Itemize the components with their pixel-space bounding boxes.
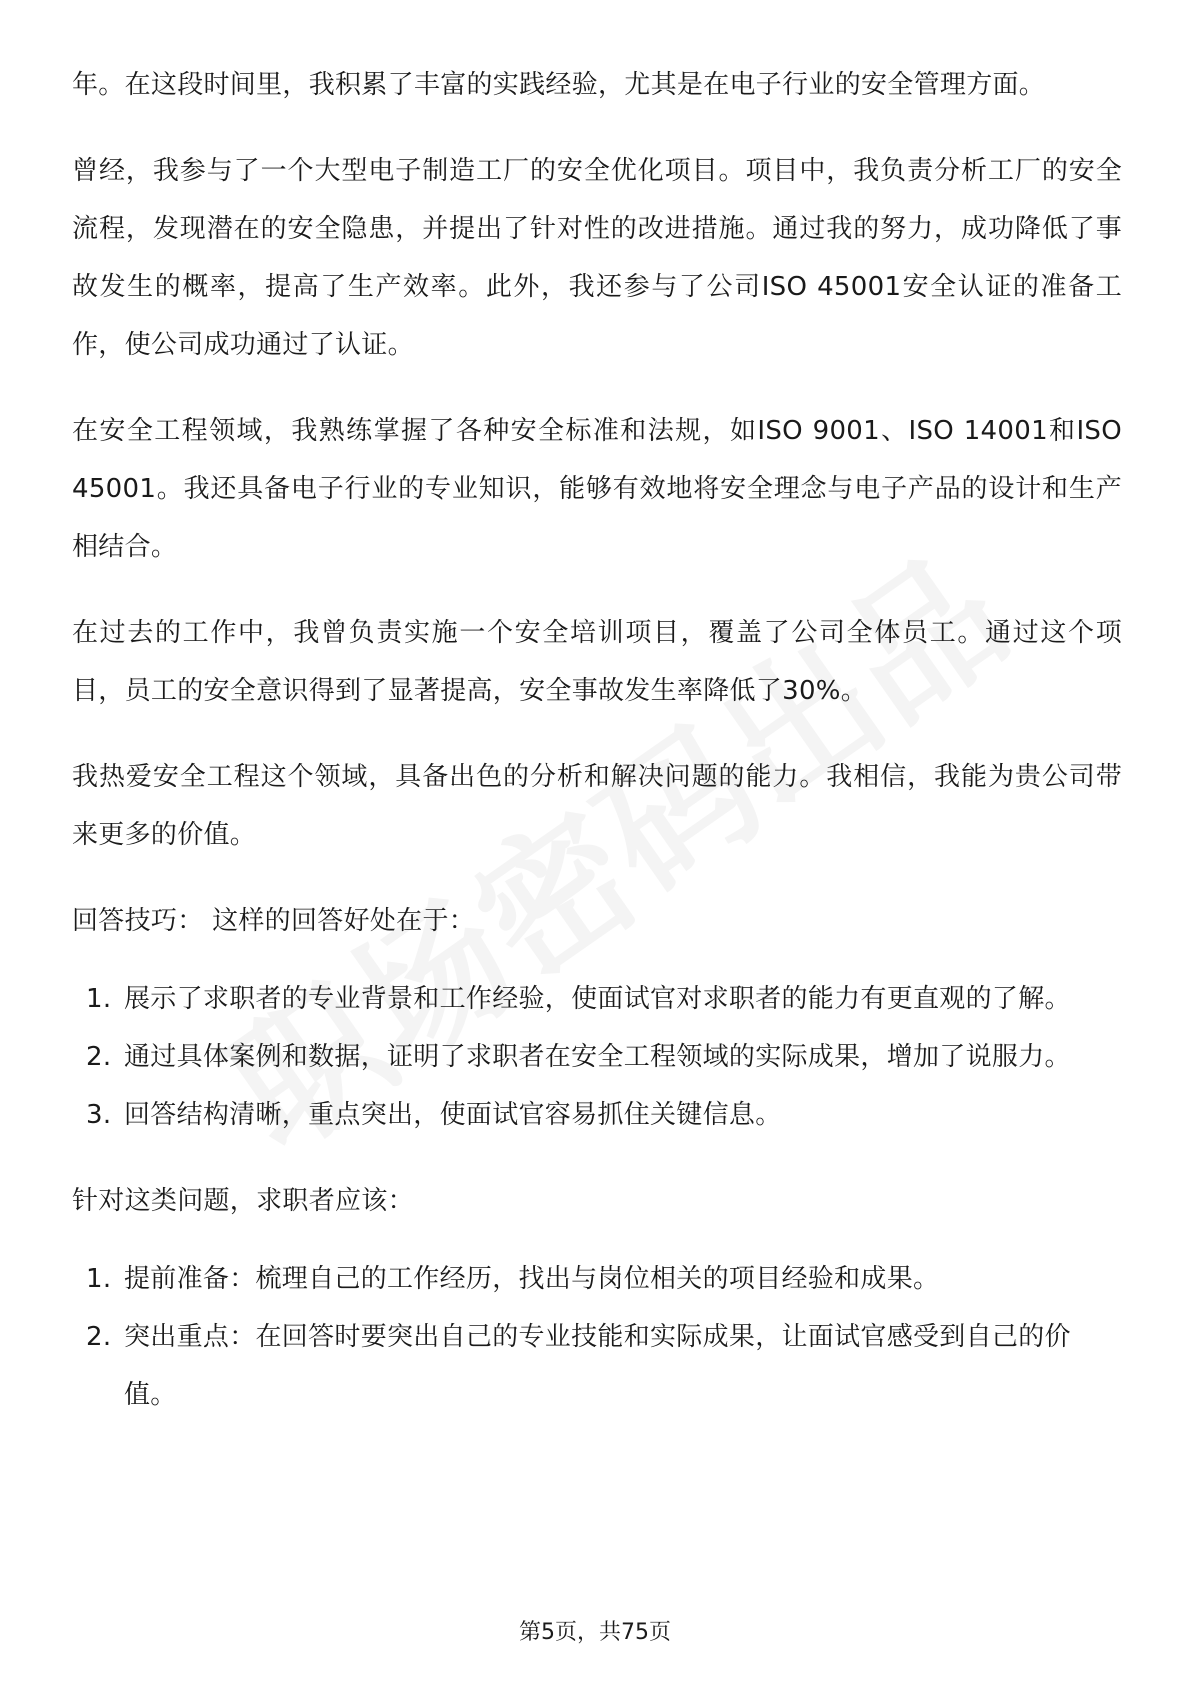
page-footer: 第5页，共75页 (519, 1620, 671, 1645)
advice-heading: 针对这类问题，求职者应该： (72, 1186, 414, 1216)
list-number: 1. (86, 1264, 112, 1294)
advice-list (72, 1250, 1122, 1424)
list-number: 3. (86, 1100, 112, 1130)
list-item (72, 1250, 1122, 1308)
list-number: 2. (86, 1322, 112, 1352)
list-item-text: 突出重点：在回答时要突出自己的专业技能和实际成果，让面试官感受到自己的价值。 (124, 1322, 1071, 1410)
list-item (72, 1308, 1122, 1424)
paragraph: 在过去的工作中，我曾负责实施一个安全培训项目，覆盖了公司全体员工。通过这个项目，员工的安全意识得到了显著提高，安全事故发生率降低了30%。 (72, 618, 1122, 706)
tips-list (72, 970, 1122, 1144)
list-number: 2. (86, 1042, 112, 1072)
list-item (72, 970, 1122, 1028)
list-item-text: 展示了求职者的专业背景和工作经验，使面试官对求职者的能力有更直观的了解。 (124, 984, 1071, 1014)
list-item-text: 回答结构清晰，重点突出，使面试官容易抓住关键信息。 (124, 1100, 782, 1130)
list-item-text: 提前准备：梳理自己的工作经历，找出与岗位相关的项目经验和成果。 (124, 1264, 940, 1294)
paragraph: 年。在这段时间里，我积累了丰富的实践经验，尤其是在电子行业的安全管理方面。 (72, 70, 1046, 100)
list-item-text: 通过具体案例和数据，证明了求职者在安全工程领域的实际成果，增加了说服力。 (124, 1042, 1071, 1072)
paragraph: 在安全工程领域，我熟练掌握了各种安全标准和法规，如ISO 9001、ISO 14001和ISO 45001。我还具备电子行业的专业知识，能够有效地将安全理念与电子产品的设计和生产相结合。 (72, 416, 1122, 562)
list-item (72, 1086, 1122, 1144)
paragraph: 曾经，我参与了一个大型电子制造工厂的安全优化项目。项目中，我负责分析工厂的安全流程，发现潜在的安全隐患，并提出了针对性的改进措施。通过我的努力，成功降低了事故发生的概率，提高了生产效率。此外，我还参与了公司ISO 45001安全认证的准备工作，使公司成功通过了认证。 (72, 156, 1122, 360)
paragraph: 我热爱安全工程这个领域，具备出色的分析和解决问题的能力。我相信，我能为贵公司带来更多的价值。 (72, 762, 1122, 850)
list-item (72, 1028, 1122, 1086)
list-number: 1. (86, 984, 112, 1014)
page-content (72, 56, 1122, 1452)
tips-heading: 回答技巧： 这样的回答好处在于： (72, 906, 476, 936)
